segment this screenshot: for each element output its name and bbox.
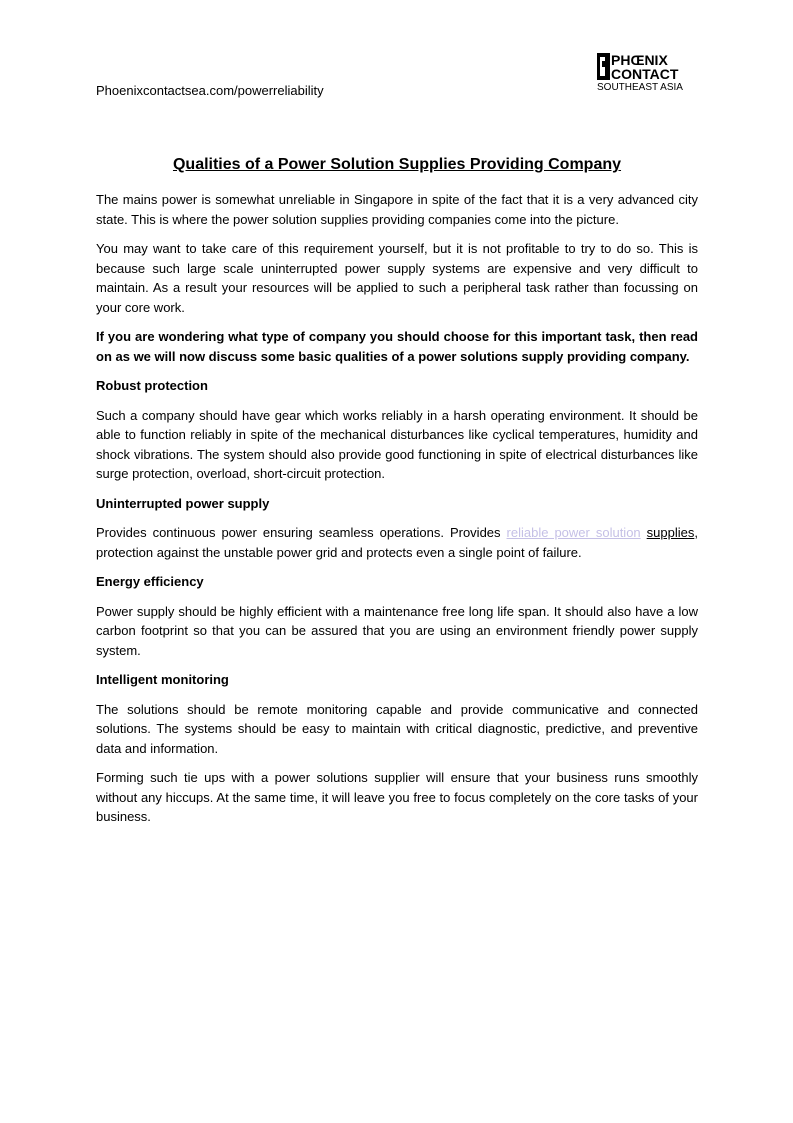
supplies-link[interactable]: supplies (646, 525, 695, 540)
section-body-uninterrupted-power (96, 523, 698, 562)
closing-paragraph: Forming such tie ups with a power solutions supplier will ensure that your business runs smoothly without any hiccups. At the same time, it will leave you free to focus completely on the core tasks of your business. (96, 770, 698, 824)
section-body-text-after-link: , protection against the unstable power grid and protects even a single point of failure. (96, 525, 698, 560)
section-heading-uninterrupted-power: Uninterrupted power supply (96, 495, 270, 511)
section-body-robust-protection: Such a company should have gear which works reliably in a harsh operating environment. It should be able to function reliably in spite of the mechanical disturbances like cyclical temperatures, humidity and shock vibrations. The system should also provide good functioning in spite of electrical disturbances like surge protection, overload, short-circuit protection. (96, 407, 698, 481)
section-heading-robust-protection: Robust protection (96, 378, 208, 393)
intro-paragraph-1: The mains power is somewhat unreliable in Singapore in spite of the fact that it is a very advanced city state. This is where the power solution supplies providing companies come into the picture. (96, 192, 698, 227)
intro-paragraph-2: You may want to take care of this requirement yourself, but it is not profitable to try to do so. This is because such large scale uninterrupted power supply systems are expensive and very difficult to maintain. As a result your resources will be applied to such a peripheral task rather than focussing on your core work. (96, 241, 698, 315)
intro-bold-paragraph: If you are wondering what type of company you should choose for this important task, then read on as we will now discuss some basic qualities of a power solutions supply providing company. (96, 329, 698, 364)
logo-line2: CONTACT (611, 66, 679, 82)
section-body-text-before-link: Provides continuous power ensuring seamless operations. Provides (96, 525, 507, 540)
phoenix-contact-logo (596, 52, 694, 94)
section-heading-intelligent-monitoring: Intelligent monitoring (96, 672, 229, 687)
logo-line3: SOUTHEAST ASIA (597, 82, 683, 93)
section-body-intelligent-monitoring: The solutions should be remote monitoring capable and provide communicative and connected solutions. The systems should be easy to maintain with critical diagnostic, predictive, and preventive data and information. (96, 701, 698, 756)
document-body (96, 154, 698, 837)
reliable-power-solution-link[interactable]: reliable power solution (506, 525, 641, 540)
logo-line1: PHŒNIX (611, 52, 668, 68)
header-url: Phoenixcontactsea.com/powerreliability (96, 83, 324, 98)
document-title: Qualities of a Power Solution Supplies Providing Company (172, 156, 622, 173)
section-body-energy-efficiency: Power supply should be highly efficient with a maintenance free long life span. It should also have a low carbon footprint so that you can be assured that you are using an environment friendly power supply system. (96, 603, 698, 658)
section-heading-energy-efficiency: Energy efficiency (96, 574, 204, 589)
phoenix-contact-logo-icon (596, 52, 694, 94)
